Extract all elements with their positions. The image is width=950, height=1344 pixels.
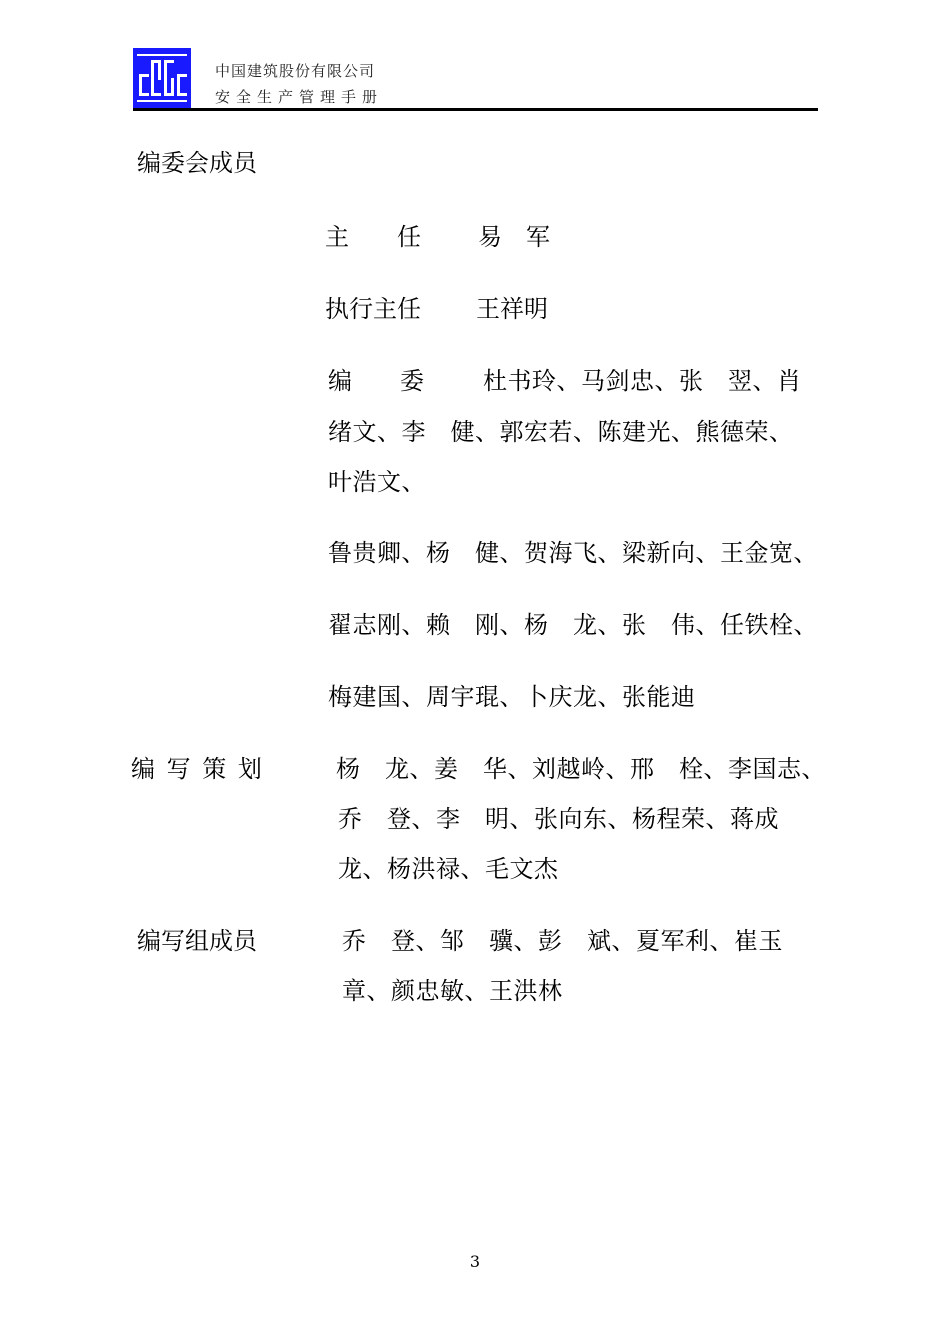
editors-line: 绪文、李 健、郭宏若、陈建光、熊德荣、 xyxy=(328,418,794,446)
section-title: 编委会成员 xyxy=(137,149,257,177)
planning-label: 编 写 策 划 xyxy=(131,755,264,783)
exec-director-name: 王祥明 xyxy=(476,295,548,323)
editors-line: 杜书玲、马剑忠、张 翌、肖 xyxy=(483,367,802,395)
editors-line: 翟志刚、赖 刚、杨 龙、张 伟、任铁栓、 xyxy=(328,611,818,639)
director-name: 易 军 xyxy=(478,223,550,251)
editors-line: 鲁贵卿、杨 健、贺海飞、梁新向、王金宽、 xyxy=(328,539,818,567)
page-number: 3 xyxy=(469,1252,481,1271)
editors-label: 编 委 xyxy=(328,367,424,395)
writers-line: 乔 登、邹 骥、彭 斌、夏军利、崔玉 xyxy=(342,927,783,955)
editors-line: 梅建国、周宇琨、卜庆龙、张能迪 xyxy=(328,683,696,711)
editors-line: 叶浩文、 xyxy=(328,468,426,496)
planning-line: 杨 龙、姜 华、刘越岭、邢 栓、李国志、 xyxy=(336,755,826,783)
cscec-logo xyxy=(133,48,191,108)
planning-line: 乔 登、李 明、张向东、杨程荣、蒋成 xyxy=(338,805,779,833)
writers-line: 章、颜忠敏、王洪林 xyxy=(342,977,563,1005)
planning-line: 龙、杨洪禄、毛文杰 xyxy=(338,855,559,883)
header-company: 中国建筑股份有限公司 xyxy=(215,62,376,80)
header-manual-title: 安全生产管理手册 xyxy=(215,88,384,106)
writers-label: 编写组成员 xyxy=(137,927,257,955)
director-label: 主 任 xyxy=(325,223,421,251)
exec-director-label: 执行主任 xyxy=(325,295,421,323)
header-rule xyxy=(133,108,818,111)
